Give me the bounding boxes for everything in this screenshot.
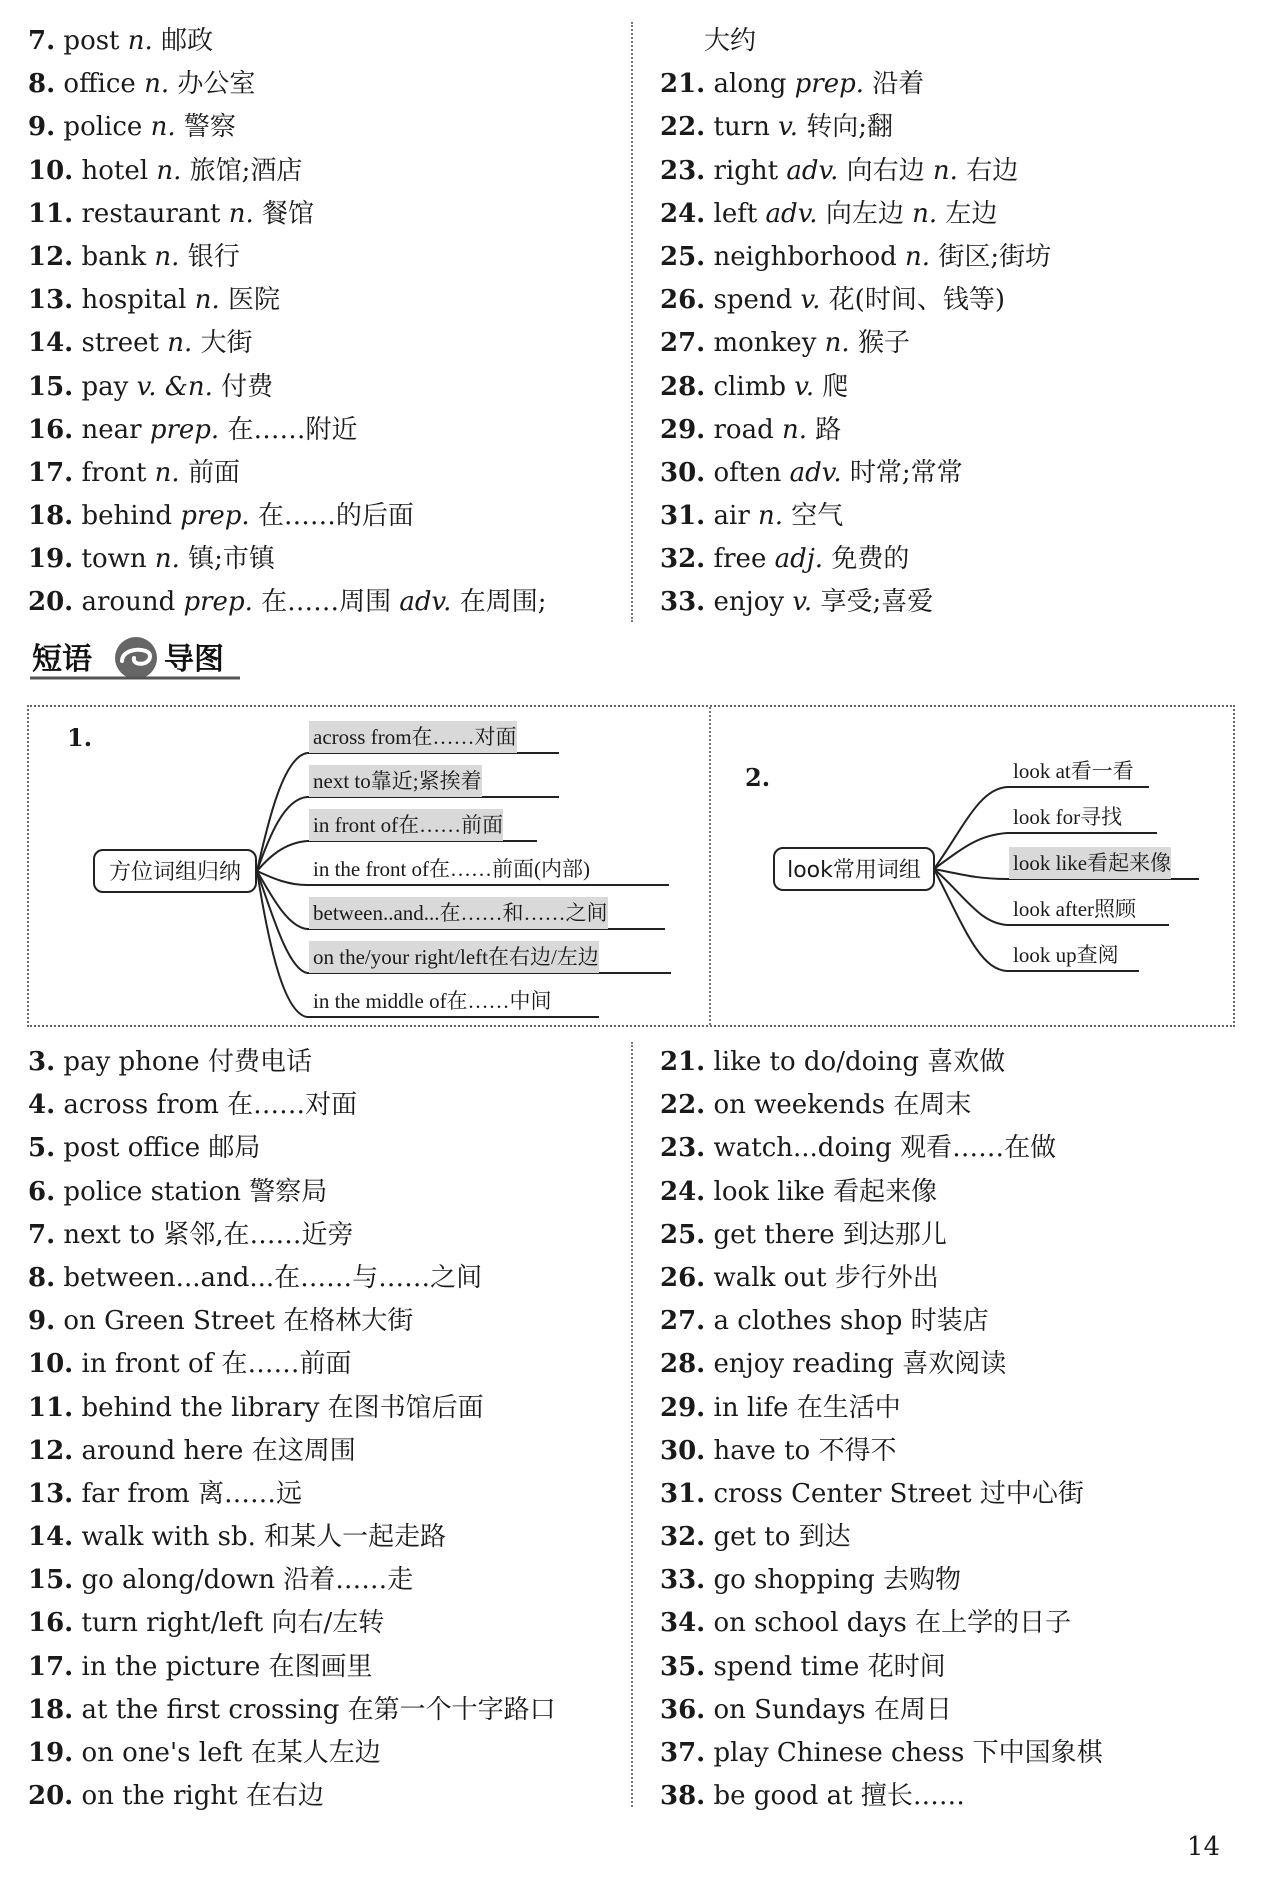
phrase-item: 8. between...and...在……与……之间	[28, 1262, 483, 1293]
vocab-left-column	[28, 20, 638, 625]
phrase-item: 22. on weekends 在周末	[660, 1090, 972, 1121]
map2-branch: look after照顾	[1013, 897, 1137, 921]
mind-map-box	[27, 705, 1235, 1027]
phrase-item: 20. on the right 在右边	[28, 1781, 324, 1812]
phrases-right-column	[660, 1041, 1262, 1818]
phrase-item: 10. in front of 在……前面	[28, 1349, 352, 1380]
section-title-part1: 短语	[32, 642, 92, 677]
phrase-item: 21. like to do/doing 喜欢做	[660, 1047, 1006, 1077]
phrase-item: 13. far from 离……远	[28, 1478, 302, 1509]
phrases-left-column	[28, 1041, 638, 1818]
phrase-item: 7. next to 紧邻,在……近旁	[28, 1219, 354, 1250]
phrase-item: 14. walk with sb. 和某人一起走路	[28, 1522, 447, 1553]
vocab-item: 8. office n. 办公室	[28, 69, 256, 100]
page-number: 14	[1186, 1832, 1220, 1862]
vocab-item: 7. post n. 邮政	[28, 26, 214, 56]
phrase-item: 19. on one's left 在某人左边	[28, 1738, 381, 1768]
phrase-item: 3. pay phone 付费电话	[28, 1047, 312, 1077]
column-divider-top	[631, 22, 633, 622]
vocab-item: 21. along prep. 沿着	[660, 69, 925, 100]
map1-branch: between..and...在……和……之间	[309, 897, 608, 929]
phrase-item: 5. post office 邮局	[28, 1133, 261, 1164]
phrase-item: 32. get to 到达	[660, 1522, 851, 1553]
vocab-item: 15. pay v. &n. 付费	[28, 371, 274, 402]
map2-branch: look up查阅	[1013, 943, 1119, 967]
vocab-item: 16. near prep. 在……附近	[28, 414, 358, 445]
vocab-item: 27. monkey n. 猴子	[660, 328, 910, 359]
phrase-item: 27. a clothes shop 时装店	[660, 1306, 989, 1337]
vocab-item: 28. climb v. 爬	[660, 371, 849, 402]
vocab-right-column	[660, 20, 1262, 625]
map1-branch: across from在……对面	[309, 721, 517, 753]
phrase-item: 30. have to 不得不	[660, 1435, 897, 1466]
vocab-item: 11. restaurant n. 餐馆	[28, 198, 315, 229]
vocab-item: 20. around prep. 在……周围 adv. 在周围;	[28, 587, 547, 618]
vocab-item: 29. road n. 路	[660, 414, 842, 445]
phrase-item: 6. police station 警察局	[28, 1176, 328, 1207]
vocab-item: 13. hospital n. 医院	[28, 285, 281, 316]
swirl-icon	[115, 637, 157, 679]
map1-branch: in the middle of在……中间	[313, 989, 552, 1013]
phrase-item: 11. behind the library 在图书馆后面	[28, 1392, 484, 1423]
vocab-item: 18. behind prep. 在……的后面	[28, 501, 414, 532]
column-divider-bottom	[631, 1042, 633, 1807]
section-title-badge	[30, 636, 250, 680]
phrase-item: 17. in the picture 在图画里	[28, 1651, 373, 1682]
vocab-item: 25. neighborhood n. 街区;街坊	[660, 241, 1052, 272]
map1-number: 1.	[67, 723, 93, 752]
phrase-item: 23. watch...doing 观看……在做	[660, 1133, 1057, 1164]
vocab-item: 9. police n. 警察	[28, 112, 236, 143]
vocab-item: 10. hotel n. 旅馆;酒店	[28, 155, 303, 186]
phrase-item: 38. be good at 擅长……	[660, 1781, 965, 1812]
vocab-item: 26. spend v. 花(时间、钱等)	[660, 285, 1005, 316]
map1-branch: in front of在……前面	[309, 809, 503, 841]
phrase-item: 24. look like 看起来像	[660, 1176, 938, 1207]
vocab-item: 24. left adv. 向左边 n. 左边	[660, 198, 998, 229]
phrase-item: 16. turn right/left 向右/左转	[28, 1608, 385, 1639]
vocab-item: 22. turn v. 转向;翻	[660, 112, 894, 143]
phrase-item: 4. across from 在……对面	[28, 1090, 358, 1121]
phrase-item: 33. go shopping 去购物	[660, 1565, 962, 1596]
phrase-item: 18. at the first crossing 在第一个十字路口	[28, 1694, 556, 1725]
phrase-item: 28. enjoy reading 喜欢阅读	[660, 1349, 1007, 1380]
phrase-item: 15. go along/down 沿着……走	[28, 1565, 414, 1596]
vocab-item: 17. front n. 前面	[28, 457, 240, 488]
phrase-item: 12. around here 在这周围	[28, 1435, 356, 1466]
vocab-item: 14. street n. 大街	[28, 328, 253, 359]
map1-branch: on the/your right/left在右边/左边	[309, 941, 599, 973]
phrase-item: 25. get there 到达那儿	[660, 1219, 947, 1250]
vocab-item: 12. bank n. 银行	[28, 241, 240, 272]
section-title-part2: 导图	[164, 642, 224, 677]
map2-branch: look at看一看	[1013, 759, 1134, 783]
phrase-item: 37. play Chinese chess 下中国象棋	[660, 1738, 1103, 1768]
phrase-item: 31. cross Center Street 过中心街	[660, 1478, 1084, 1509]
vocab-item: 31. air n. 空气	[660, 501, 844, 532]
vocab-continuation: 大约	[704, 26, 757, 56]
map2-number: 2.	[745, 763, 771, 792]
vocab-item: 30. often adv. 时常;常常	[660, 457, 963, 488]
phrase-item: 9. on Green Street 在格林大街	[28, 1306, 414, 1337]
phrase-item: 34. on school days 在上学的日子	[660, 1608, 1072, 1639]
vocab-item: 19. town n. 镇;市镇	[28, 544, 275, 575]
map1-branch: next to靠近;紧挨着	[309, 765, 482, 797]
phrase-item: 36. on Sundays 在周日	[660, 1694, 952, 1725]
vocab-item: 33. enjoy v. 享受;喜爱	[660, 587, 934, 618]
phrase-item: 29. in life 在生活中	[660, 1392, 901, 1423]
map2-branch: look like看起来像	[1009, 847, 1171, 879]
phrase-item: 35. spend time 花时间	[660, 1651, 946, 1682]
map1-hub: 方位词组归纳	[93, 849, 257, 893]
vocab-item: 23. right adv. 向右边 n. 右边	[660, 155, 1019, 186]
section-title	[30, 636, 250, 680]
map1-branch: in the front of在……前面(内部)	[313, 857, 591, 881]
map2-hub: look常用词组	[773, 847, 935, 891]
map2-branch: look for寻找	[1013, 805, 1123, 829]
vocab-item: 32. free adj. 免费的	[660, 544, 910, 575]
phrase-item: 26. walk out 步行外出	[660, 1262, 939, 1293]
